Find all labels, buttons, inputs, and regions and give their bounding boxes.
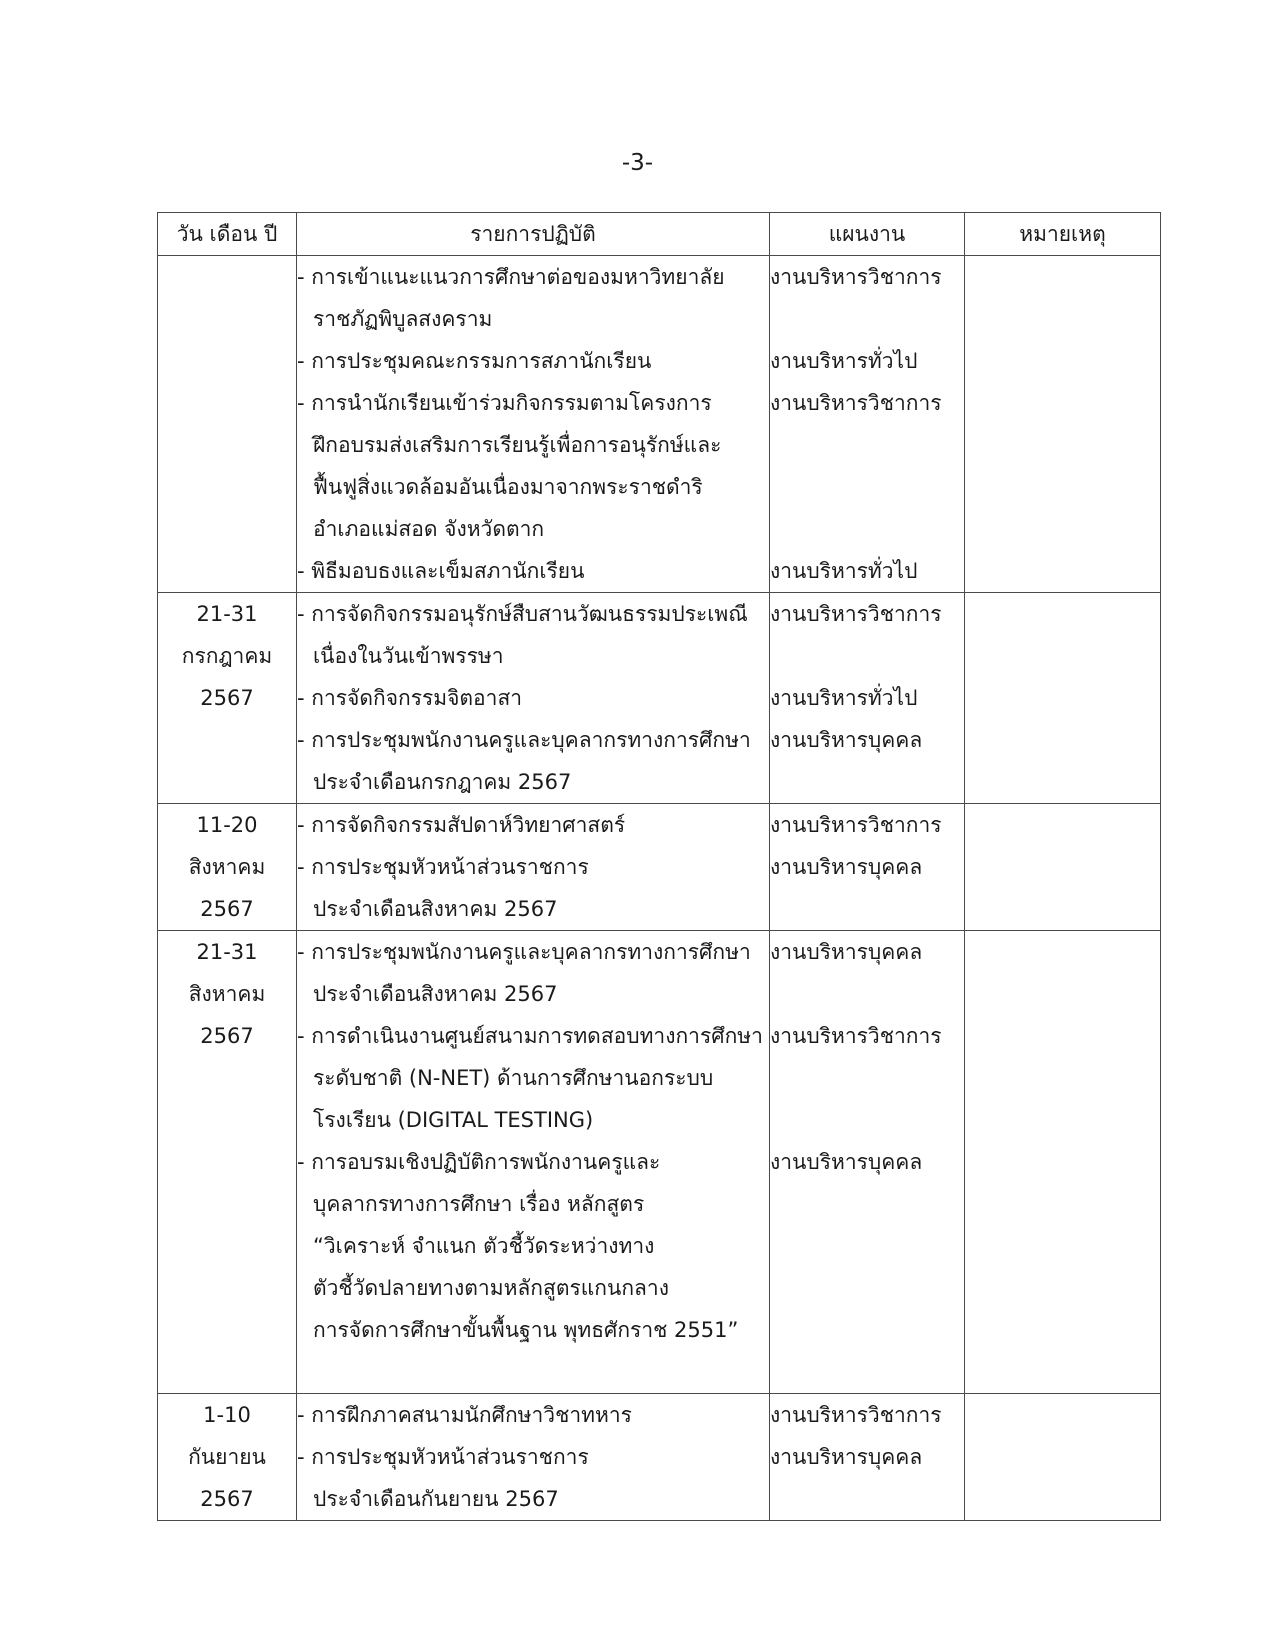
- task-line: ประจำเดือนกรกฎาคม 2567: [313, 770, 572, 794]
- dept-line: งานบริหารบุคคล: [770, 940, 923, 964]
- note-cell: [965, 256, 1161, 593]
- task-line: “วิเคราะห์ จำแนก ตัวชี้วัดระหว่างทาง: [313, 1234, 655, 1258]
- date-line: [158, 1141, 296, 1183]
- date-line: กันยายน: [188, 1445, 266, 1469]
- date-line: [158, 340, 296, 382]
- dept-line: งานบริหารบุคคล: [770, 1150, 923, 1174]
- date-line: 1-10: [203, 1403, 251, 1427]
- note-cell: [965, 931, 1161, 1394]
- date-line: [158, 382, 296, 424]
- date-line: 2567: [200, 1487, 254, 1511]
- date-line: [158, 424, 296, 466]
- date-line: [158, 256, 296, 298]
- dept-line: งานบริหารวิชาการ: [770, 1024, 942, 1048]
- task-line: - การจัดกิจกรรมอนุรักษ์สืบสานวัฒนธรรมประเพณี: [297, 602, 748, 626]
- dept-line: งานบริหารวิชาการ: [770, 265, 942, 289]
- date-line: [158, 508, 296, 550]
- date-line: กรกฎาคม: [181, 644, 273, 668]
- date-line: [158, 1309, 296, 1351]
- date-cell: [158, 1394, 297, 1521]
- header-dept: แผนงาน: [770, 213, 965, 256]
- dept-cell: [770, 1394, 965, 1521]
- dept-line: [770, 1267, 964, 1309]
- task-cell: [297, 804, 770, 931]
- task-line: - การดำเนินงานศูนย์สนามการทดสอบทางการศึกษา: [297, 1024, 763, 1048]
- date-line: สิงหาคม: [188, 855, 266, 879]
- date-line: [158, 1183, 296, 1225]
- task-line: - การจัดกิจกรรมสัปดาห์วิทยาศาสตร์: [297, 813, 626, 837]
- date-line: [158, 1351, 296, 1393]
- task-line: - พิธีมอบธงและเข็มสภานักเรียน: [297, 559, 585, 583]
- dept-line: [770, 298, 964, 340]
- note-cell: [965, 804, 1161, 931]
- header-task: รายการปฏิบัติ: [297, 213, 770, 256]
- task-line: - การจัดกิจกรรมจิตอาสา: [297, 686, 523, 710]
- header-row: [158, 213, 1161, 256]
- task-line: ตัวชี้วัดปลายทางตามหลักสูตรแกนกลาง: [313, 1276, 669, 1300]
- task-cell: [297, 256, 770, 593]
- schedule-body: [158, 256, 1161, 1521]
- date-line: [158, 1057, 296, 1099]
- table-row: [158, 1394, 1161, 1521]
- date-line: 11-20: [196, 813, 258, 837]
- date-line: [158, 761, 296, 803]
- dept-line: งานบริหารบุคคล: [770, 1445, 923, 1469]
- date-line: [158, 550, 296, 592]
- dept-line: [770, 1309, 964, 1351]
- task-line: ฝึกอบรมส่งเสริมการเรียนรู้เพื่อการอนุรักษ์และ: [313, 433, 722, 457]
- task-line: อำเภอแม่สอด จังหวัดตาก: [313, 517, 545, 541]
- page-number: -3-: [621, 150, 654, 176]
- task-line: บุคลากรทางการศึกษา เรื่อง หลักสูตร: [313, 1192, 645, 1216]
- task-line: ประจำเดือนสิงหาคม 2567: [313, 897, 558, 921]
- note-cell: [965, 1394, 1161, 1521]
- date-line: 2567: [200, 897, 254, 921]
- task-line: ประจำเดือนกันยายน 2567: [313, 1487, 559, 1511]
- dept-line: [770, 1183, 964, 1225]
- note-cell: [965, 593, 1161, 804]
- table-row: [158, 256, 1161, 593]
- task-line: เนื่องในวันเข้าพรรษา: [313, 644, 504, 668]
- task-cell: [297, 1394, 770, 1521]
- date-line: [158, 1225, 296, 1267]
- dept-line: งานบริหารวิชาการ: [770, 813, 942, 837]
- task-line: ฟื้นฟูสิ่งแวดล้อมอันเนื่องมาจากพระราชดำริ: [313, 475, 703, 499]
- task-line: - การประชุมหัวหน้าส่วนราชการ: [297, 1445, 589, 1469]
- task-line: - การประชุมหัวหน้าส่วนราชการ: [297, 855, 589, 879]
- date-cell: [158, 593, 297, 804]
- dept-line: งานบริหารวิชาการ: [770, 1403, 942, 1427]
- task-line: ระดับชาติ (N-NET) ด้านการศึกษานอกระบบ: [313, 1066, 714, 1090]
- dept-line: งานบริหารบุคคล: [770, 855, 923, 879]
- header-note: หมายเหตุ: [965, 213, 1161, 256]
- date-line: [158, 719, 296, 761]
- date-line: 21-31: [196, 602, 258, 626]
- dept-cell: [770, 931, 965, 1394]
- dept-cell: [770, 593, 965, 804]
- task-line: ประจำเดือนสิงหาคม 2567: [313, 982, 558, 1006]
- dept-line: [770, 508, 964, 550]
- date-line: [158, 1099, 296, 1141]
- date-line: 2567: [200, 1024, 254, 1048]
- task-line: - การประชุมคณะกรรมการสภานักเรียน: [297, 349, 652, 373]
- header-date: วัน เดือน ปี: [158, 213, 297, 256]
- task-line: - การฝึกภาคสนามนักศึกษาวิชาทหาร: [297, 1403, 632, 1427]
- dept-line: [770, 1225, 964, 1267]
- date-cell: [158, 804, 297, 931]
- dept-line: [770, 424, 964, 466]
- date-line: 21-31: [196, 940, 258, 964]
- task-line: - การประชุมพนักงานครูและบุคลากรทางการศึกษา: [297, 728, 751, 752]
- task-line: - การอบรมเชิงปฏิบัติการพนักงานครูและ: [297, 1150, 661, 1174]
- dept-line: งานบริหารบุคคล: [770, 728, 923, 752]
- dept-line: งานบริหารวิชาการ: [770, 602, 942, 626]
- dept-line: [770, 1478, 964, 1520]
- task-line: - การนำนักเรียนเข้าร่วมกิจกรรมตามโครงการ: [297, 391, 712, 415]
- date-line: [158, 1267, 296, 1309]
- dept-cell: [770, 256, 965, 593]
- date-line: 2567: [200, 686, 254, 710]
- dept-line: [770, 973, 964, 1015]
- date-line: สิงหาคม: [188, 982, 266, 1006]
- dept-cell: [770, 804, 965, 931]
- table-row: [158, 804, 1161, 931]
- dept-line: งานบริหารทั่วไป: [770, 349, 918, 373]
- dept-line: งานบริหารทั่วไป: [770, 559, 918, 583]
- task-line: ราชภัฏพิบูลสงคราม: [313, 307, 493, 331]
- dept-line: [770, 888, 964, 930]
- dept-line: งานบริหารวิชาการ: [770, 391, 942, 415]
- task-cell: [297, 593, 770, 804]
- table-row: [158, 593, 1161, 804]
- dept-line: [770, 1057, 964, 1099]
- date-line: [158, 466, 296, 508]
- task-cell: [297, 931, 770, 1394]
- schedule-table: [157, 212, 1161, 1521]
- task-line: - การประชุมพนักงานครูและบุคลากรทางการศึกษา: [297, 940, 751, 964]
- dept-line: งานบริหารทั่วไป: [770, 686, 918, 710]
- dept-line: [770, 1099, 964, 1141]
- dept-line: [770, 761, 964, 803]
- task-line: โรงเรียน (DIGITAL TESTING): [313, 1108, 594, 1132]
- date-cell: [158, 256, 297, 593]
- date-cell: [158, 931, 297, 1394]
- table-row: [158, 931, 1161, 1394]
- task-line: - การเข้าแนะแนวการศึกษาต่อของมหาวิทยาลัย: [297, 265, 725, 289]
- dept-line: [770, 466, 964, 508]
- dept-line: [770, 635, 964, 677]
- task-line: การจัดการศึกษาขั้นพื้นฐาน พุทธศักราช 2551”: [313, 1318, 739, 1342]
- date-line: [158, 298, 296, 340]
